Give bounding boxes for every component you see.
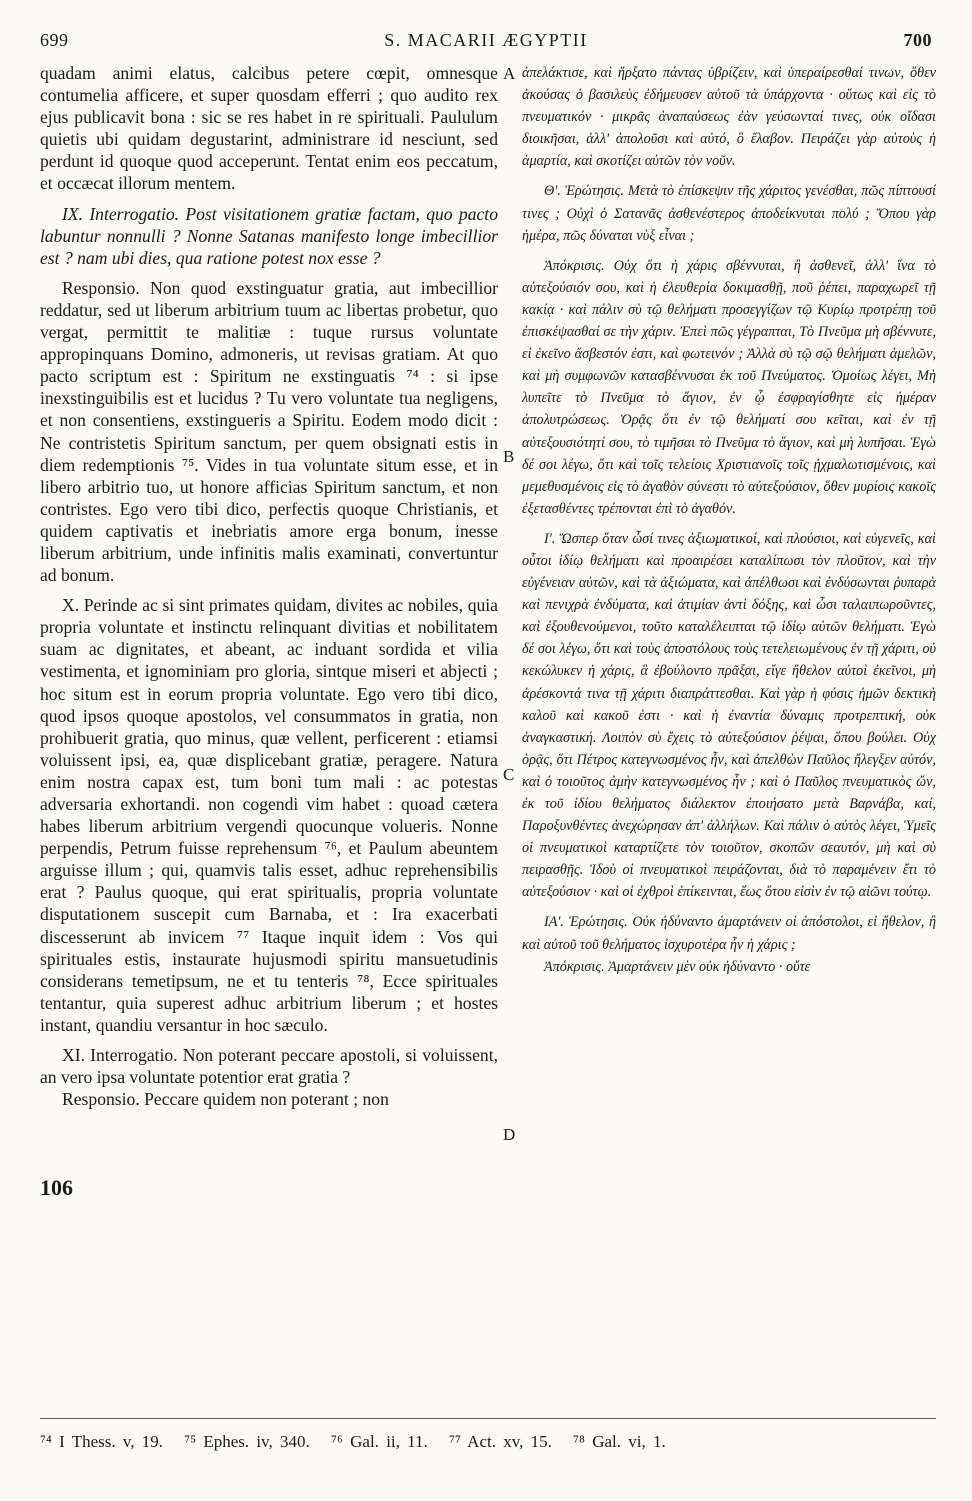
- latin-paragraph: quadam animi elatus, calcibus petere cœpit, omnesque contumelia afficere, et super quosdam efferri ; quo audito rex ejus publicavit bona : sic se res habet in re spirituali. Paululum quietis ubi quidam degustarint, administrare id nesciunt, sed perdunt id quoque quod acceperunt. Tentat enim eos peccatum, et occæcat illorum mentem.: [40, 63, 498, 194]
- margin-letter-c: C: [503, 765, 515, 784]
- page-number-right: 700: [903, 30, 932, 50]
- latin-column: [40, 62, 498, 1110]
- greek-column: [522, 62, 936, 978]
- greek-paragraph: Ἀπόκρισις. Ἁμαρτάνειν μὲν οὐκ ἠδύναντο · οὔτε: [544, 958, 811, 975]
- latin-paragraph: Responsio. Peccare quidem non poterant ; non: [62, 1089, 389, 1110]
- margin-letter-b: B: [503, 447, 515, 466]
- latin-paragraph: Responsio. Non quod exstinguatur gratia, aut imbecillior reddatur, sed ut liberum arbitrium tuum ac libertas probetur, quo vergat, permittit te malitiæ : tuque rursus voluntate appropinquans Domino, admoneris, ut revisas gratiam. At quo pacto scriptum est : Spiritum ne exstinguatis ⁷⁴ : si ipse inexstinguibilis est et lucidus ? Tu vero voluntate tua negligens, et non consentiens, exstingueris a Spiritu. Eodem modo dicit : Ne contristetis Spiritum sanctum, per quem obsignati estis in diem redemptionis ⁷⁵. Vides in tua voluntate situm esse, et in libero arbitrio tuo, ut honore afficias Spiritum sanctum, et non contristes. Ego vero tibi dico, perfectis quoque Christianis, et quidem captivatis et inebriatis amore erga bonum, inesse liberum arbitrium, unde infinitis malis examinati, convertuntur ad bonum.: [40, 277, 498, 586]
- footnote: ⁷⁴ I Thess. v, 19.: [40, 1432, 164, 1451]
- footnote: ⁷⁷ Act. xv, 15.: [449, 1432, 552, 1451]
- latin-question-xi: XI. Interrogatio. Non poterant peccare apostoli, si voluissent, an vero ipsa voluntate potentior erat gratia ?: [40, 1045, 498, 1088]
- footnotes: [40, 1432, 680, 1452]
- footnote-rule: [40, 1418, 936, 1419]
- page-number-left: 699: [40, 30, 69, 50]
- latin-question-ix: IX. Interrogatio. Post visitationem gratiæ factam, quo pacto labuntur nonnulli ? Nonne Satanas manifesto longe imbecillior est ? nam ubi dies, qua ratione potest nox esse ?: [40, 203, 498, 268]
- greek-paragraph: Ἀπόκρισις. Οὐχ ὅτι ἡ χάρις σβέννυται, ἢ ἀσθενεῖ, ἀλλ' ἵνα τὸ αὐτεξούσιόν σου, καὶ ἡ ἐλευθερία δοκιμασθῇ, ποῦ ῥέπει, παραχωρεῖ τῇ κακίᾳ · καὶ πάλιν σὺ τῷ θελήματι προσεγγίζων τῷ Κυρίῳ προτρέπῃ τοῦ ἐπισκέψασθαί σε τὴν χάριν. Ἐπεὶ πῶς γέγραπται, Τὸ Πνεῦμα μὴ σβέννυτε, εἰ ἐκεῖνο ἄσβεστόν ἐστι, καὶ φωτεινόν ; Ἀλλὰ σὺ τῷ σῷ θελήματι ἀμελῶν, καὶ μὴ συμφωνῶν κατασβέννυσαι ἐκ τοῦ Πνεύματος. Ὁμοίως λέγει, Μὴ λυπεῖτε τὸ Πνεῦμα τὸ ἅγιον, ἐν ᾧ ἐσφραγίσθητε εἰς ἡμέραν ἀπολυτρώσεως. Ὁρᾷς ὅτι ἐν τῷ θελήματί σου κεῖται, καὶ ἐν τῇ αὐτεξουσιότητί σου, τὸ τιμῆσαι τὸ Πνεῦμα τὸ ἅγιον, καὶ μὴ λυπῆσαι. Ἐγὼ δέ σοι λέγω, ὅτι καὶ τοῖς τελείοις Χριστιανοῖς τοῖς ᾐχμαλωτισμένοις, καὶ μεμεθυσμένοις εἰς τὸ ἀγαθὸν σύνεστι τὸ αὐτεξούσιον, ὅθεν μυρίοις κακοῖς ἐξετασθέντες τρέπονται ἐπὶ τὸ ἀγαθόν.: [522, 257, 936, 517]
- running-title: S. MACARII ÆGYPTII: [384, 30, 588, 50]
- greek-question-9: Θ'. Ἐρώτησις. Μετὰ τὸ ἐπίσκεψιν τῆς χάριτος γενέσθαι, πῶς πίπτουσί τινες ; Οὐχὶ ὁ Σατανᾶς ἀσθενέστερος ἀποδείκνυται πολύ ; Ὅπου γὰρ ἡμέρα, πῶς δύναται νὺξ εἶναι ;: [522, 183, 936, 244]
- greek-paragraph: ἀπελάκτισε, καὶ ἤρξατο πάντας ὑβρίζειν, καὶ ὑπεραίρεσθαί τινων, ὅθεν ἀκούσας ὁ βασιλεὺς ἐδήμευσεν αὐτοῦ τὰ ὑπάρχοντα · οὕτως καὶ εἰς τὸ πνευματικόν · μικρᾶς ἀναπαύσεως ἐὰν γεύσωνταί τινες, οὐκ οἴδασι διοικῆσαι, ἀλλ' ἀπολοῦσι καὶ αὐτό, ὃ ἔλαβον. Πειράζει γὰρ αὐτοὺς ἡ ἁμαρτία, καὶ σκοτίζει αὐτῶν τὸν νοῦν.: [522, 65, 936, 170]
- greek-question-11: ΙΑ'. Ἐρώτησις. Οὐκ ἠδύναντο ἁμαρτάνειν οἱ ἀπόστολοι, εἰ ἤθελον, ἢ καὶ αὐτοῦ τοῦ θελήματος ἰσχυροτέρα ἦν ἡ χάρις ;: [522, 914, 936, 953]
- latin-paragraph: X. Perinde ac si sint primates quidam, divites ac nobiles, quia propria voluntate et instinctu relinquant divitias et nobilitatem suam ac dignitates, et abeant, ac induant sordida et vilia vestimenta, et ignominiam pro gloria, sintque miseri et abjecti ; hoc situm est in eorum propria voluntate. Ego vero tibi dico, quod ipsos quoque apostolos, vel consummatos in gratia, non prohibuerit gratia, quo minus, quæ vellent, perficerent : etiamsi voluissent ipsi, ea, quæ displicebant gratiæ, peragere. Natura enim nostra capax est, tum boni tum mali : ac potestas adversaria exhortandi. non cogendi vim habet : quoad cætera habes liberum arbitrium vergendi quocunque volueris. Nonne perpendis, Petrum fuisse reprehensum ⁷⁶, et Paulum abeuntem arguisse illum ; qui, quamvis talis esset, adhuc reprehensibilis erat ? Paulus quoque, qui erat spiritualis, propria voluntate disputationem suscepit cum Barnaba, et : Ira exacerbati discesserunt ab invicem ⁷⁷ Itaque inquit idem : Vos qui spirituales estis, instaurate hujusmodi spiritu mansuetudinis considerans temetipsum, ne et tu tenteris ⁷⁸, Ecce spirituales tentantur, quia superest adhuc arbitrium liberum ; et hostes instant, quandiu versantur in hoc sæculo.: [40, 595, 498, 1035]
- footnote: ⁷⁸ Gal. vi, 1.: [573, 1432, 666, 1451]
- column-number: 106: [40, 1175, 73, 1200]
- margin-letter-a: A: [503, 64, 516, 83]
- margin-letter-d: D: [503, 1125, 516, 1144]
- footnote: ⁷⁵ Ephes. iv, 340.: [184, 1432, 310, 1451]
- footnote: ⁷⁶ Gal. ii, 11.: [331, 1432, 428, 1451]
- greek-paragraph: Ι'. Ὥσπερ ὅταν ὦσί τινες ἀξιωματικοί, καὶ πλούσιοι, καὶ εὐγενεῖς, καὶ οὗτοι ἰδίῳ θελήματι καὶ προαιρέσει καταλίπωσι τὸν πλοῦτον, καὶ τὴν εὐγένειαν αὐτῶν, καὶ τὰ ἀξιώματα, καὶ ἀπέλθωσι καὶ ἐνδύσωνται ῥυπαρὰ καὶ πενιχρὰ ἐνδύματα, καὶ ἀτιμίαν ἀντὶ δόξης, καὶ ὦσι ταλαιπωροῦντες, καὶ ἐξουθενούμενοι, τοῦτο καταλέλειπται τῷ ἰδίῳ αὐτῶν θελήματι. Ἐγὼ δέ σοι λέγω, ὅτι καὶ τοὺς ἀποστόλους τοὺς τετελειωμένους ἐν τῇ χάριτι, οὐ κεκώλυκεν ἡ χάρις, ἃ ἐβούλοντο πρᾶξαι, εἴγε ἤθελον αὐτοὶ ἐκεῖνοι, μὴ ἀρέσκοντά τινα τῇ χάριτι διαπράττεσθαι. Καὶ γὰρ ἡ φύσις ἡμῶν δεκτικὴ καλοῦ καὶ κακοῦ ἐστι · καὶ ἡ ἐναντία δύναμις προτρεπτική, οὐκ ἀναγκαστική. Λοιπὸν σὺ ἔχεις τὸ αὐτεξούσιον ῥέψαι, ὅπου βούλει. Οὐχ ὁρᾷς, ὅτι Πέτρος κατεγνωσμένος ἦν, καὶ ἀπελθὼν Παῦλος ἤλεγξεν αὐτόν, καὶ ὁ τοιοῦτος ἀμὴν κατεγνωσμένος ἦν ; καὶ ὁ Παῦλος πνευματικὸς ὤν, ἐκ τοῦ ἰδίου θελήματος διάλεκτον ἐποιήσατο μετὰ Βαρνάβα, καί, Παροξυνθέντες ἀνεχώρησαν ἀπ' ἀλλήλων. Καὶ πάλιν ὁ αὐτὸς λέγει, Ὑμεῖς οἱ πνευματικοὶ καταρτίζετε τὸν τοιοῦτον, σκοπῶν σεαυτόν, μὴ καὶ σὺ πειρασθῇς. Ἰδοὺ οἱ πνευματικοὶ πειράζονται, διὰ τὸ παραμένειν ἔτι τὸ αὐτεξούσιον · καὶ οἱ ἐχθροὶ ἐπίκεινται, ἕως ὅτου εἰσὶν ἐν τῷ αἰῶνι τούτῳ.: [522, 530, 936, 901]
